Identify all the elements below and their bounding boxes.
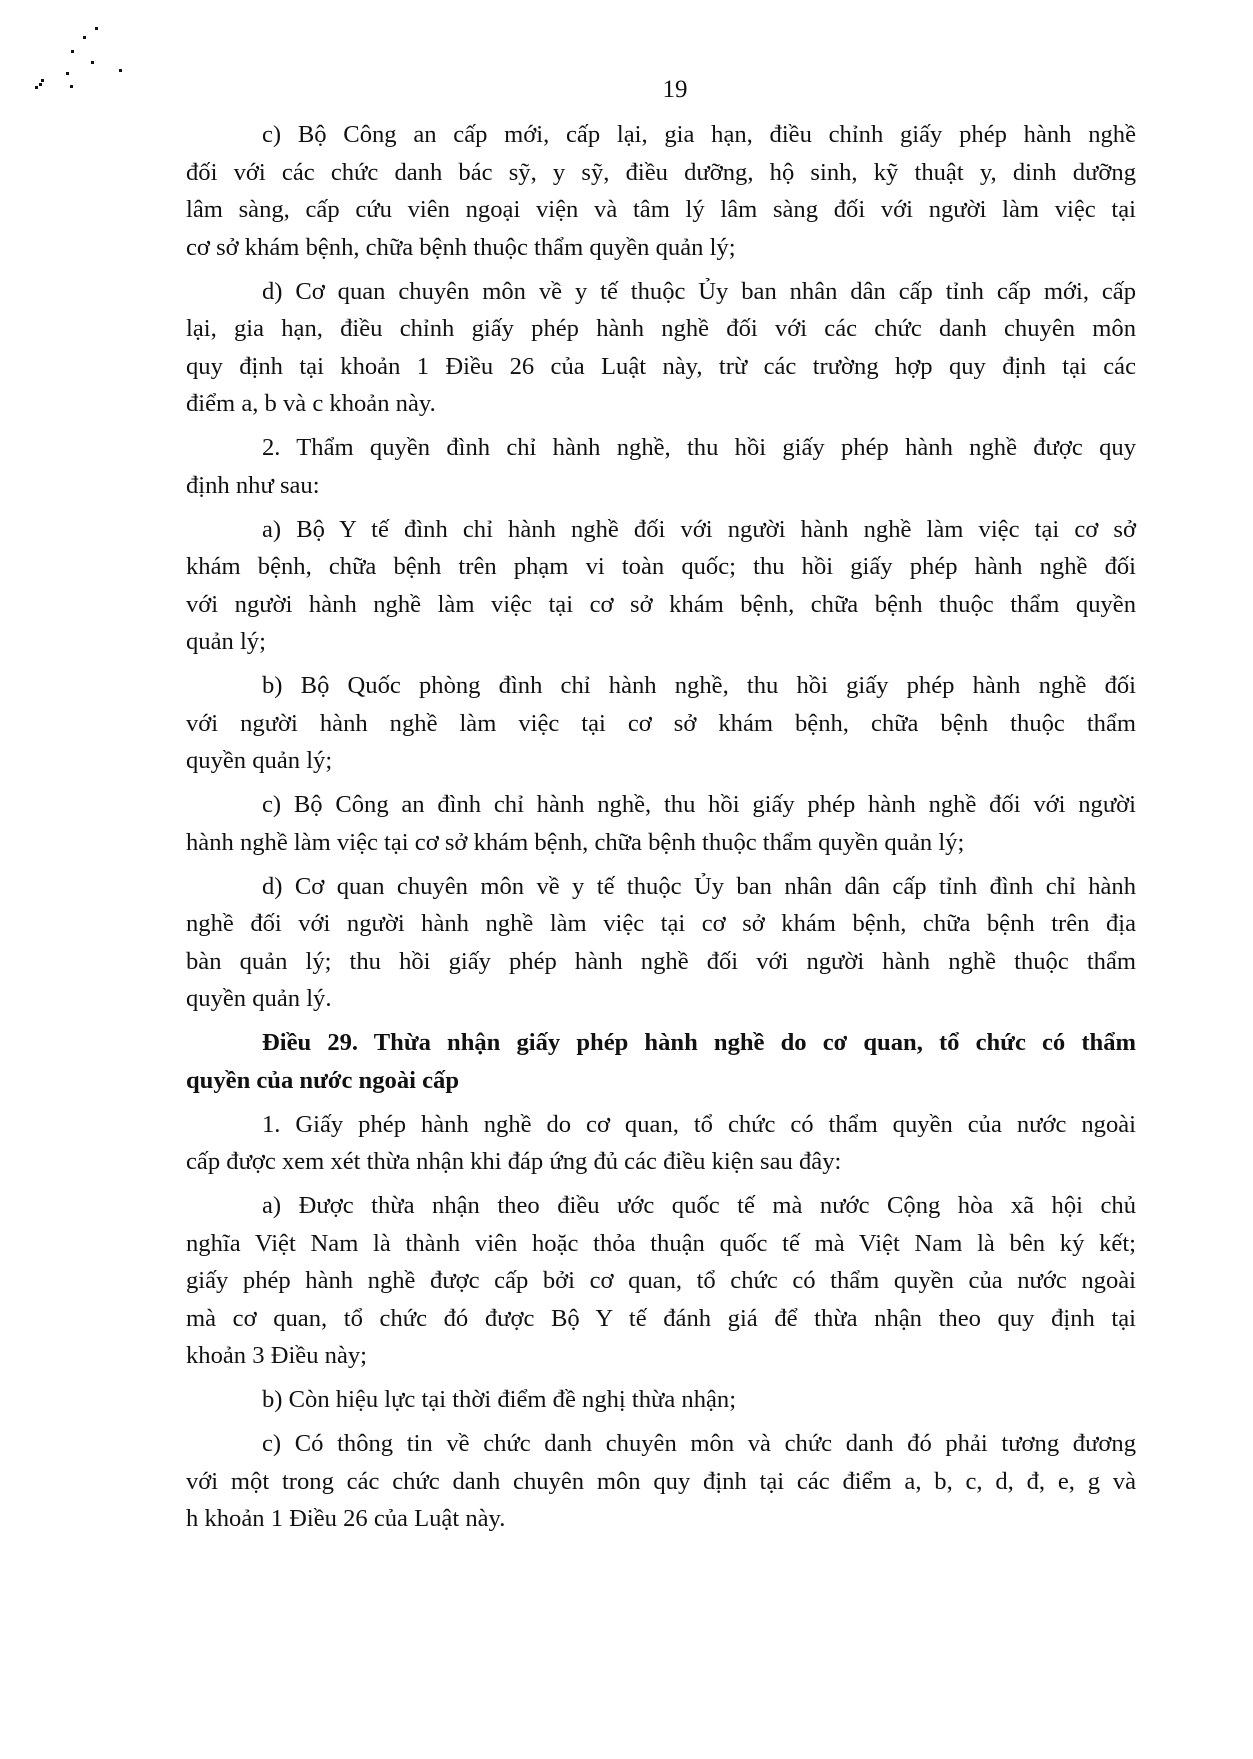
- text-line: lại, gia hạn, điều chỉnh giấy phép hành nghề đối với các chức danh chuyên môn: [186, 315, 1136, 342]
- text-line: 1. Giấy phép hành nghề do cơ quan, tổ chức có thẩm quyền của nước ngoài: [262, 1110, 1136, 1138]
- scan-noise-specks: [20, 15, 130, 90]
- text-line: với một trong các chức danh chuyên môn quy định tại các điểm a, b, c, d, đ, e, g và: [186, 1467, 1136, 1495]
- scan-speck: [83, 36, 86, 39]
- text-line: định như sau:: [186, 471, 320, 499]
- scan-speck: [95, 27, 98, 30]
- text-line: lâm sàng, cấp cứu viên ngoại viện và tâm lý lâm sàng đối với người làm việc tại: [186, 196, 1136, 223]
- text-line: d) Cơ quan chuyên môn về y tế thuộc Ủy ban nhân dân cấp tỉnh đình chỉ hành: [262, 872, 1136, 900]
- text-line: a) Được thừa nhận theo điều ước quốc tế mà nước Cộng hòa xã hội chủ: [262, 1192, 1136, 1219]
- text-line: hành nghề làm việc tại cơ sở khám bệnh, chữa bệnh thuộc thẩm quyền quản lý;: [186, 828, 965, 856]
- scan-speck: [119, 69, 122, 72]
- scan-speck: [70, 85, 73, 88]
- text-line: với người hành nghề làm việc tại cơ sở khám bệnh, chữa bệnh thuộc thẩm quyền: [186, 590, 1136, 618]
- text-line: đối với các chức danh bác sỹ, y sỹ, điều dưỡng, hộ sinh, kỹ thuật y, dinh dưỡng: [186, 158, 1136, 186]
- scan-speck: [39, 83, 42, 86]
- text-line: nghĩa Việt Nam là thành viên hoặc thỏa thuận quốc tế mà Việt Nam là bên ký kết;: [186, 1229, 1136, 1257]
- article-heading: [186, 1024, 1136, 1099]
- paragraph: [186, 511, 1136, 661]
- text-line: c) Bộ Công an đình chỉ hành nghề, thu hồi giấy phép hành nghề đối với người: [262, 791, 1136, 818]
- text-line: bàn quản lý; thu hồi giấy phép hành nghề đối với người hành nghề thuộc thẩm: [186, 947, 1136, 975]
- text-line: giấy phép hành nghề được cấp bởi cơ quan, tổ chức có thẩm quyền của nước ngoài: [186, 1267, 1136, 1294]
- text-line: h khoản 1 Điều 26 của Luật này.: [186, 1505, 506, 1532]
- text-line: cơ sở khám bệnh, chữa bệnh thuộc thẩm quyền quản lý;: [186, 233, 736, 261]
- text-line: cấp được xem xét thừa nhận khi đáp ứng đủ các điều kiện sau đây:: [186, 1148, 842, 1175]
- scan-speck: [66, 72, 69, 75]
- text-line: mà cơ quan, tổ chức đó được Bộ Y tế đánh giá để thừa nhận theo quy định tại: [186, 1304, 1136, 1332]
- text-line: quyền của nước ngoài cấp: [186, 1066, 459, 1094]
- text-line: khám bệnh, chữa bệnh trên phạm vi toàn quốc; thu hồi giấy phép hành nghề đối: [186, 553, 1136, 580]
- scan-speck: [35, 86, 38, 89]
- text-line: c) Bộ Công an cấp mới, cấp lại, gia hạn, điều chỉnh giấy phép hành nghề: [262, 121, 1136, 148]
- text-line: khoản 3 Điều này;: [186, 1342, 367, 1369]
- document-body: [186, 116, 1136, 1538]
- text-line: b) Còn hiệu lực tại thời điểm đề nghị thừa nhận;: [262, 1386, 737, 1413]
- paragraph: [186, 1106, 1136, 1181]
- text-line: quyền quản lý.: [186, 985, 332, 1012]
- paragraph: [186, 1187, 1136, 1375]
- text-line: quyền quản lý;: [186, 747, 333, 774]
- paragraph: [186, 429, 1136, 504]
- text-line: quản lý;: [186, 628, 266, 655]
- text-line: 2. Thẩm quyền đình chỉ hành nghề, thu hồi giấy phép hành nghề được quy: [262, 434, 1136, 461]
- paragraph: [186, 868, 1136, 1018]
- page-number: 19: [662, 76, 688, 103]
- text-line: điểm a, b và c khoản này.: [186, 390, 436, 417]
- text-line: b) Bộ Quốc phòng đình chỉ hành nghề, thu hồi giấy phép hành nghề đối: [262, 672, 1136, 699]
- text-line: với người hành nghề làm việc tại cơ sở khám bệnh, chữa bệnh thuộc thẩm: [186, 709, 1136, 737]
- text-line: d) Cơ quan chuyên môn về y tế thuộc Ủy ban nhân dân cấp tỉnh cấp mới, cấp: [262, 277, 1136, 305]
- paragraph: [186, 667, 1136, 780]
- paragraph: [186, 1381, 1136, 1419]
- text-line: a) Bộ Y tế đình chỉ hành nghề đối với người hành nghề làm việc tại cơ sở: [262, 515, 1136, 543]
- scan-speck: [41, 79, 44, 82]
- paragraph: [186, 1425, 1136, 1538]
- paragraph: [186, 116, 1136, 266]
- text-line: nghề đối với người hành nghề làm việc tại cơ sở khám bệnh, chữa bệnh trên địa: [186, 910, 1136, 937]
- scan-speck: [91, 61, 94, 64]
- text-line: c) Có thông tin về chức danh chuyên môn và chức danh đó phải tương đương: [262, 1430, 1136, 1457]
- text-line: Điều 29. Thừa nhận giấy phép hành nghề do cơ quan, tổ chức có thẩm: [262, 1029, 1136, 1056]
- text-line: quy định tại khoản 1 Điều 26 của Luật này, trừ các trường hợp quy định tại các: [186, 352, 1136, 380]
- paragraph: [186, 786, 1136, 861]
- scan-speck: [71, 50, 74, 53]
- paragraph: [186, 273, 1136, 423]
